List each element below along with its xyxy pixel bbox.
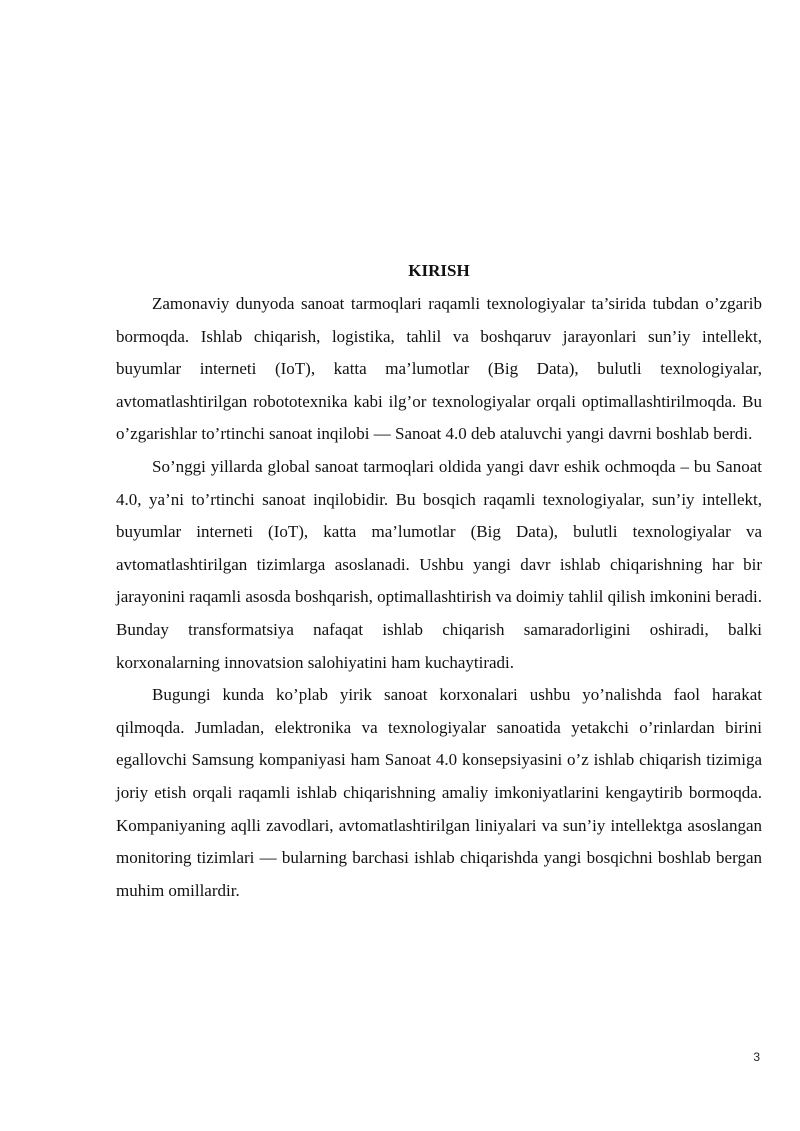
section-title: KIRISH [408,261,470,280]
page-number: 3 [753,1050,760,1064]
paragraph-2: So’nggi yillarda global sanoat tarmoqlari oldida yangi davr eshik ochmoqda – bu Sanoat 4.0, ya’ni to’rtinchi sanoat inqilobidir. Bu bosqich raqamli texnologiyalar, sun’iy intellekt, buyumlar interneti (IoT), katta ma’lumotlar (Big Data), bulutli texnologiyalar va avtomatlashtirilgan tizimlarga asoslanadi. Ushbu yangi davr ishlab chiqarishning har bir jarayonini raqamli asosda boshqarish, optimallashtirish va doimiy tahlil qilish imkonini beradi. Bunday transformatsiya nafaqat ishlab chiqarish samaradorligini oshiradi, balki korxonalarning innovatsion salohiyatini ham kuchaytiradi. [116,456,762,672]
page-body [116,258,762,907]
paragraph-1: Zamonaviy dunyoda sanoat tarmoqlari raqamli texnologiyalar ta’sirida tubdan o’zgarib bormoqda. Ishlab chiqarish, logistika, tahlil va boshqaruv jarayonlari sun’iy intellekt, buyumlar interneti (IoT), katta ma’lumotlar (Big Data), bulutli texnologiyalar, avtomatlashtirilgan robototexnika kabi ilg’or texnologiyalar orqali optimallashtirilmoqda. Bu o’zgarishlar to’rtinchi sanoat inqilobi — Sanoat 4.0 deb ataluvchi yangi davrni boshlab berdi. [116,294,762,444]
paragraph-3: Bugungi kunda ko’plab yirik sanoat korxonalari ushbu yo’nalishda faol harakat qilmoqda. Jumladan, elektronika va texnologiyalar sanoatida yetakchi o’rinlardan birini egallovchi Samsung kompaniyasi ham Sanoat 4.0 konsepsiyasini o’z ishlab chiqarish tizimiga joriy etish orqali raqamli ishlab chiqarishning amaliy imkoniyatlarini kengaytirib bormoqda. Kompaniyaning aqlli zavodlari, avtomatlashtirilgan liniyalari va sun’iy intellektga asoslangan monitoring tizimlari — bularning barchasi ishlab chiqarishda yangi bosqichni boshlab bergan muhim omillardir. [116,685,762,900]
